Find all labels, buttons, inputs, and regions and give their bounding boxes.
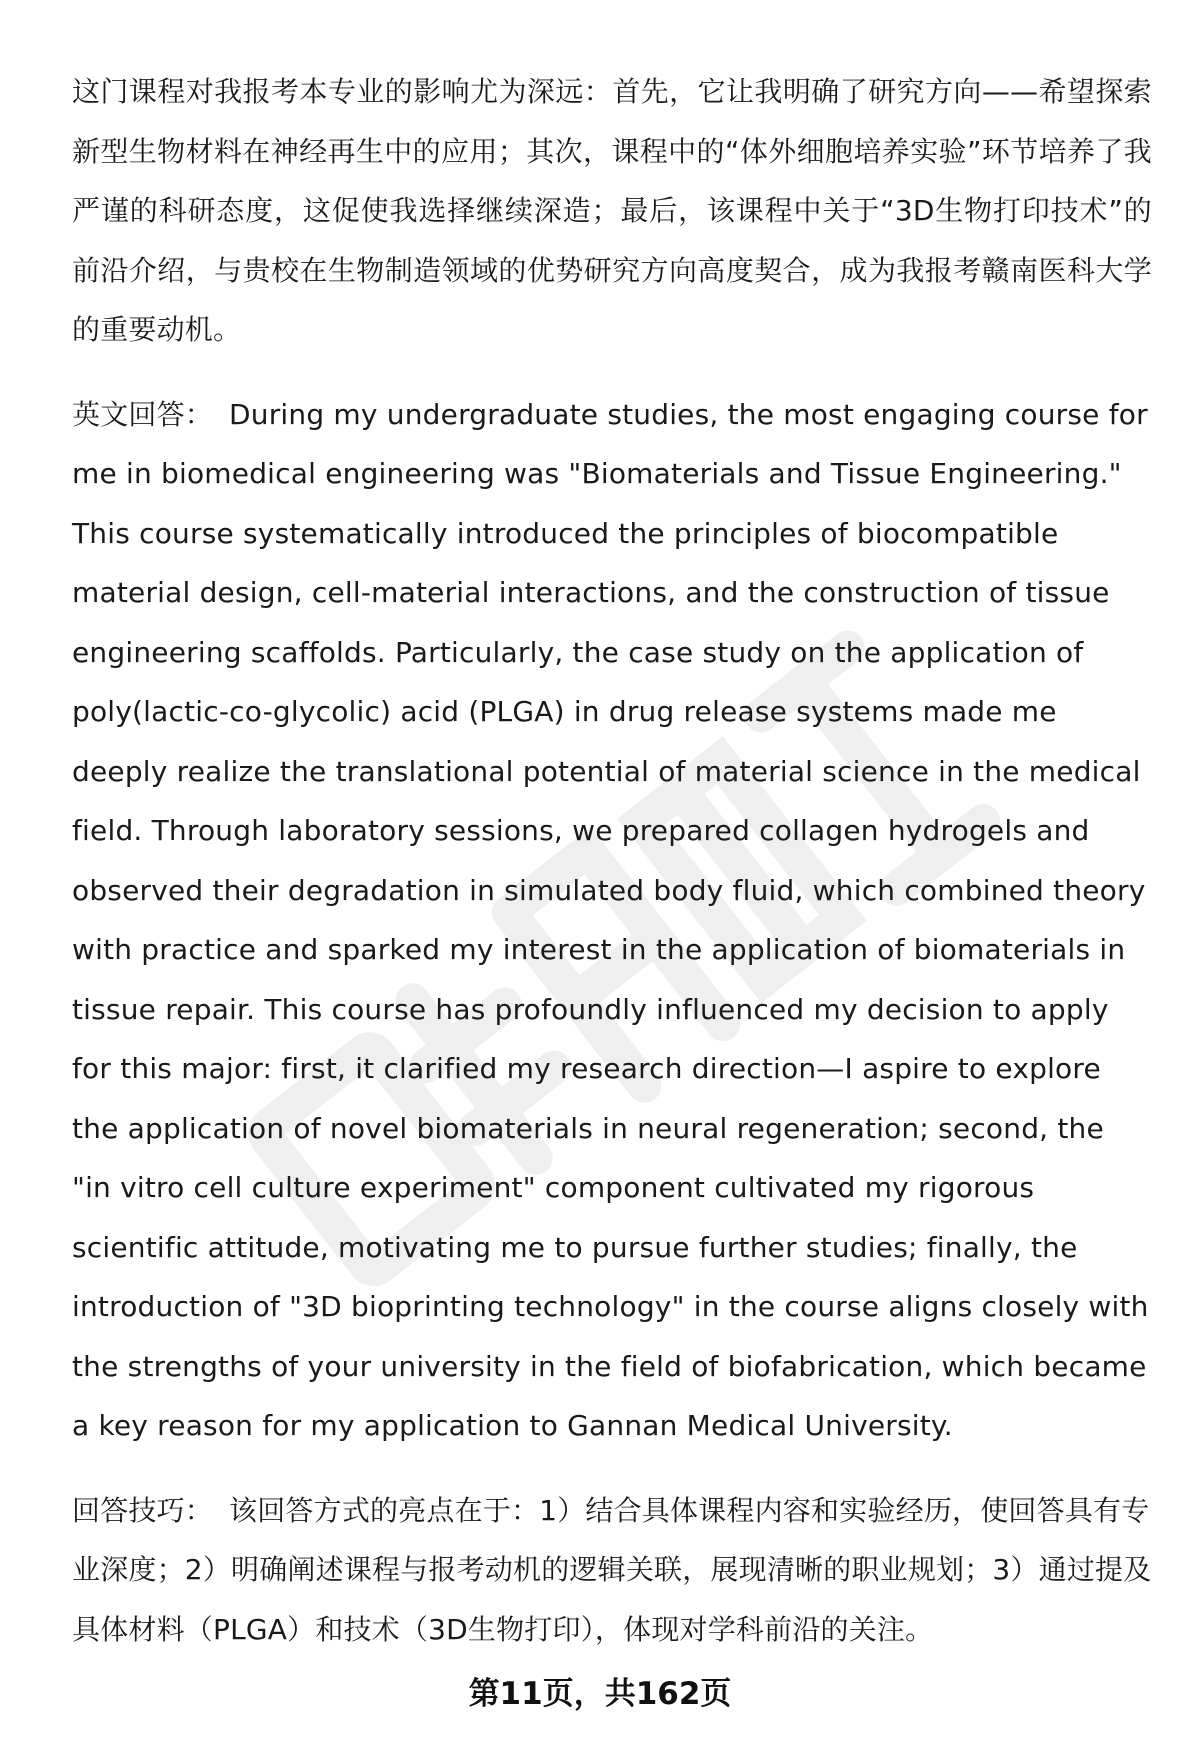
answer-tips-label: 回答技巧：	[72, 1493, 214, 1527]
answer-tips-section	[72, 1481, 1152, 1660]
page-indicator: 第11页，共162页	[468, 1676, 732, 1712]
english-answer-text: During my undergraduate studies, the most engaging course for me in biomedical engineering was "Biomaterials and Tissue Engineering." This course systematically introduced the principles of biocompatible material design, cell-material interactions, and the construction of tissue engineering scaffolds. Particularly, the case study on the application of poly(lactic-co-glycolic) acid (PLGA) in drug release systems made me deeply realize the translational potential of material science in the medical field. Through laboratory sessions, we prepared collagen hydrogels and observed their degradation in simulated body fluid, which combined theory with practice and sparked my interest in the application of biomaterials in tissue repair. This course has profoundly influenced my decision to apply for this major: first, it clarified my research direction—I aspire to explore the application of novel biomaterials in neural regeneration; second, the "in vitro cell culture experiment" component cultivated my rigorous scientific attitude, motivating me to pursue further studies; finally, the introduction of "3D bioprinting technology" in the course aligns closely with the strengths of your university in the field of biofabrication, which became a key reason for my application to Gannan Medical University.	[72, 397, 1149, 1442]
english-answer-label: 英文回答：	[72, 397, 214, 431]
chinese-paragraph	[72, 62, 1152, 360]
english-answer-section	[72, 385, 1152, 1456]
main-content	[72, 62, 1152, 1659]
page-footer	[0, 1668, 1200, 1713]
answer-tips-text: 该回答方式的亮点在于：1）结合具体课程内容和实验经历，使回答具有专业深度；2）明确阐述课程与报考动机的逻辑关联，展现清晰的职业规划；3）通过提及具体材料（PLGA）和技术（3D生物打印），体现对学科前沿的关注。	[72, 1493, 1152, 1646]
chinese-paragraph-text: 这门课程对我报考本专业的影响尤为深远：首先，它让我明确了研究方向——希望探索新型生物材料在神经再生中的应用；其次，课程中的“体外细胞培养实验”环节培养了我严谨的科研态度，这促使我选择继续深造；最后，该课程中关于“3D生物打印技术”的前沿介绍，与贵校在生物制造领域的优势研究方向高度契合，成为我报考赣南医科大学的重要动机。	[72, 75, 1152, 346]
